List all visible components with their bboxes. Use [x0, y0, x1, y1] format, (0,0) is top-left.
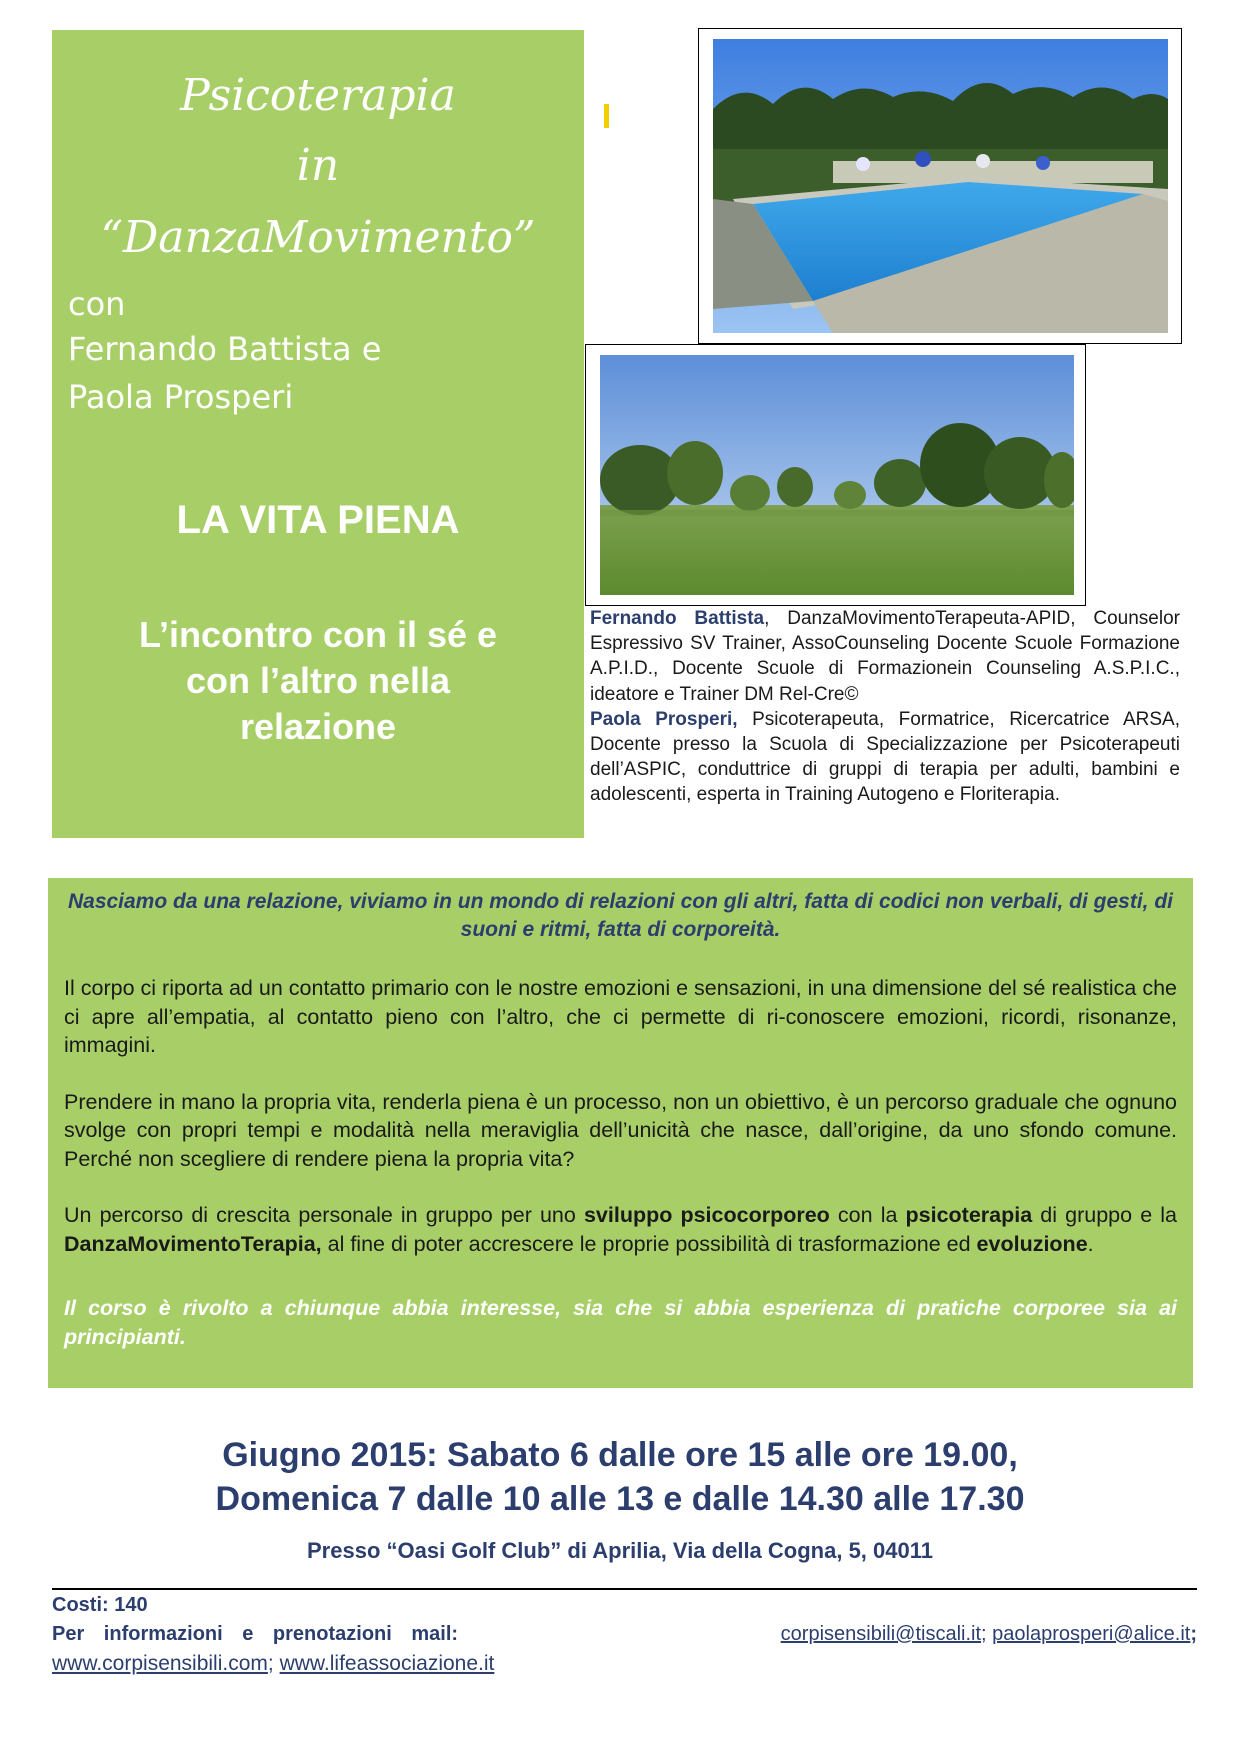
subtitle: LA VITA PIENA	[176, 498, 460, 542]
golf-course-photo	[585, 344, 1086, 606]
contact-emails	[781, 1623, 1197, 1646]
park-image	[600, 355, 1074, 595]
para3-text-c: con la	[829, 1203, 906, 1227]
paragraph-3	[64, 1201, 1177, 1258]
contact-line	[52, 1623, 1197, 1646]
bio-fernando	[590, 606, 1180, 707]
title-line-3: “DanzaMovimento”	[100, 212, 536, 263]
para3-bold-d: psicoterapia	[905, 1203, 1033, 1227]
email-link-paolaprosperi[interactable]: paolaprosperi@alice.it	[992, 1623, 1191, 1645]
closing-text: Il corso è rivolto a chiunque abbia interesse, sia che si abbia esperienza di pratiche corporee sia ai principianti.	[64, 1296, 1177, 1349]
event-date-line-1: Giugno 2015: Sabato 6 dalle ore 15 alle ore 19.00,	[222, 1436, 1018, 1474]
website-line	[52, 1652, 494, 1676]
tagline	[52, 612, 584, 750]
bio-fernando-text: , DanzaMovimentoTerapeuta-APID, Counselor Espressivo SV Trainer, AssoCounseling Docente Scuole Formazione A.P.I.D., Docente Scuole di Formazionein Counseling A.S.P.I.C., ideatore e Trainer DM Rel-Cre©	[590, 608, 1180, 705]
tagline-line-1: L’incontro con il sé e	[138, 614, 498, 655]
website-link-lifeassociazione[interactable]: www.lifeassociazione.it	[279, 1652, 495, 1675]
para3-text-g: al fine di poter accrescere le proprie possibilità di trasformazione ed	[321, 1231, 977, 1256]
author-name-1: Fernando Battista e	[68, 330, 382, 368]
tagline-line-2: con l’altro nella	[185, 660, 451, 701]
bio-paola-text: Psicoterapeuta, Formatrice, Ricercatrice ARSA, Docente presso la Scuola di Specializzazione per Psicoterapeuti dell’ASPIC, conduttrice di gruppi di terapia per adulti, bambini e adolescenti, esperta in Training Autogeno e Floriterapia.	[590, 708, 1180, 806]
email-separator: ;	[1190, 1623, 1197, 1645]
pool-image	[713, 39, 1168, 333]
event-date-line-2: Domenica 7 dalle 10 alle 13 e dalle 14.30 alle 17.30	[215, 1480, 1025, 1518]
author-name-2: Paola Prosperi	[68, 378, 294, 416]
website-link-corpisensibili[interactable]: www.corpisensibili.com	[52, 1652, 268, 1675]
para3-text-i: .	[1087, 1231, 1094, 1256]
pool-photo	[698, 28, 1182, 344]
para3-bold-h: evoluzione	[976, 1231, 1088, 1256]
divider	[52, 1588, 1197, 1590]
title-line-2: in	[296, 140, 340, 191]
bio-paola	[590, 707, 1180, 808]
yellow-marker	[604, 104, 609, 128]
paragraph-2: Prendere in mano la propria vita, renderla piena è un processo, non un obiettivo, è un percorso graduale che ognuno svolge con propri tempi e modalità nella meraviglia dell’unicità che nasce, dall’origine, da uno sfondo comune. Perché non scegliere di rendere piena la propria vita?	[64, 1089, 1177, 1171]
intro-text: Nasciamo da una relazione, viviamo in un mondo di relazioni con gli altri, fatta di codici non verbali, di gesti, di suoni e ritmi, fatta di corporeità.	[67, 890, 1174, 941]
tagline-line-3: relazione	[239, 706, 397, 747]
con-label: con	[68, 285, 126, 323]
title-line-1: Psicoterapia	[180, 70, 456, 121]
title-panel	[52, 30, 584, 838]
para3-text-a: Un percorso di crescita personale in gruppo per uno	[64, 1203, 584, 1227]
email-link-corpisensibili[interactable]: corpisensibili@tiscali.it;	[780, 1623, 987, 1645]
costs: Costi: 140	[52, 1594, 148, 1616]
description-panel	[48, 878, 1193, 1388]
bio-fernando-name: Fernando Battista	[590, 608, 765, 629]
para3-bold-f: DanzaMovimentoTerapia,	[64, 1231, 322, 1256]
paragraph-1: Il corpo ci riporta ad un contatto primario con le nostre emozioni e sensazioni, in una dimensione del sé realistica che ci apre all’empatia, al contatto pieno con l’altro, che ci permette di ri-conoscere emozioni, ricordi, risonanze, immagini.	[64, 976, 1177, 1057]
bio-paola-name: Paola Prosperi,	[590, 708, 738, 730]
website-separator: ;	[267, 1652, 274, 1675]
authors-bio	[590, 606, 1180, 808]
event-location: Presso “Oasi Golf Club” di Aprilia, Via della Cogna, 5, 04011	[307, 1538, 933, 1563]
para3-bold-b: sviluppo psicocorporeo	[583, 1203, 830, 1227]
contact-label: Per informazioni e prenotazioni mail:	[52, 1623, 459, 1645]
para3-text-e: di gruppo e la	[1032, 1203, 1178, 1227]
